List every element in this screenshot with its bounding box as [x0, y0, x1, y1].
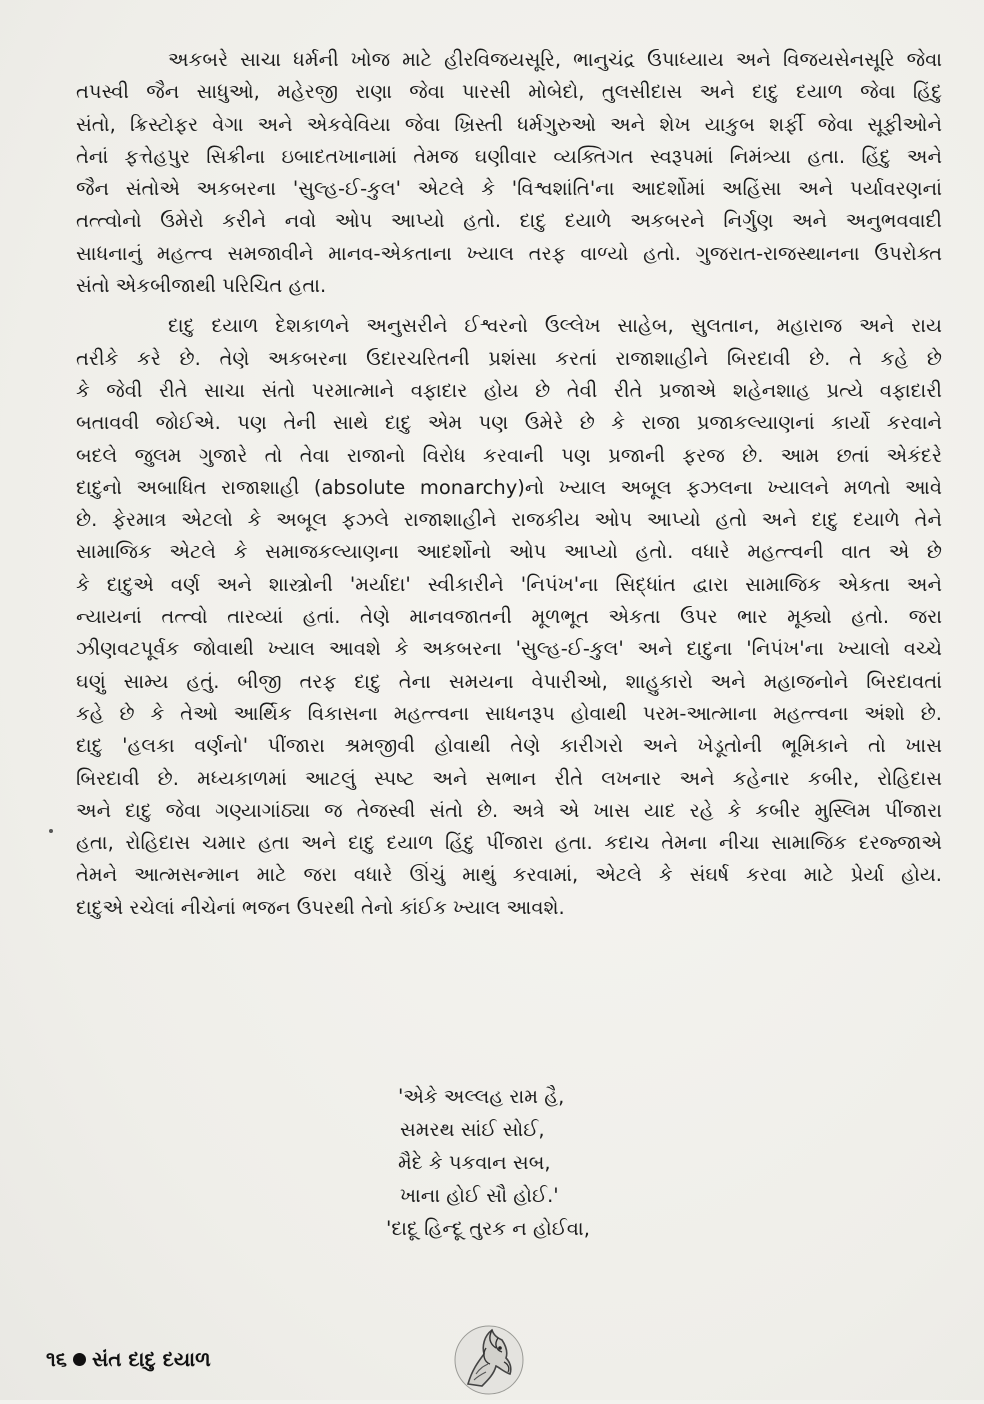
paragraph-line: તેમને આત્મસન્માન માટે જરા વધારે ઊંચું માથું કરવામાં, એટલે કે સંઘર્ષ કરવા માટે પ્રેર્યા હોય. — [76, 863, 942, 887]
verse-line: સમરથ સાંઈ સોઈ, — [400, 1118, 545, 1141]
page-number: ૧૬ — [46, 1347, 67, 1371]
paragraph-line: અને દાદુ જેવા ગણ્યાગાંઠ્યા જ તેજસ્વી સંતો છે. અત્રે એ ખાસ યાદ રહે કે કબીર મુસ્લિમ પીંજારા — [76, 798, 942, 822]
bullet-icon — [73, 1353, 86, 1366]
paragraph-line: સાધનાનું મહત્ત્વ સમજાવીને માનવ-એકતાના ખ્યાલ તરફ વાળ્યો હતો. ગુજરાત-રાજસ્થાનના ઉપરોક્ત — [76, 241, 942, 265]
paragraph-line: કે જેવી રીતે સાચા સંતો પરમાત્માને વફાદાર હોય છે તેવી રીતે પ્રજાએ શહેનશાહ પ્રત્યે વફાદારી — [76, 378, 942, 402]
paragraph-line: દાદુનો અબાધિત રાજાશાહી (absolute monarchy)નો ખ્યાલ અબૂલ ફઝલના ખ્યાલને મળતો આવે — [76, 475, 942, 499]
paragraph-line: સંતો, ક્રિસ્ટોફર વેગા અને એકવેવિયા જેવા ખ્રિસ્તી ધર્મગુરુઓ અને શેખ યાકુબ શર્ફી જેવા સૂફીઓને — [76, 112, 942, 136]
book-title: સંત દાદુ દયાળ — [92, 1347, 211, 1371]
paragraph-line: તપસ્વી જૈન સાધુઓ, મહેરજી રાણા જેવા પારસી મોબેદો, તુલસીદાસ અને દાદુ દયાળ જેવા હિંદુ — [76, 80, 942, 104]
paragraph-line: તત્ત્વોનો ઉમેરો કરીને નવો ઓપ આપ્યો હતો. દાદુ દયાળે અકબરને નિર્ગુણ અને અનુભવવાદી — [76, 209, 942, 233]
paragraph-line: અકબરે સાચા ધર્મની ખોજ માટે હીરવિજયસૂરિ, ભાનુચંદ્ર ઉપાધ્યાય અને વિજયસેનસૂરિ જેવા — [168, 48, 942, 71]
verse-line: ખાના હોઈ સૌ હોઈ.' — [400, 1184, 559, 1207]
paragraph-line: હતા, રોહિદાસ ચમાર હતા અને દાદુ દયાળ હિંદુ પીંજારા હતા. કદાચ તેમના નીચા સામાજિક દરજ્જાએ — [76, 831, 942, 855]
verse-line: મૈદે કે પકવાન સબ, — [398, 1151, 551, 1174]
decorative-horse-emblem-icon — [448, 1318, 530, 1400]
page-footer — [46, 1347, 211, 1371]
paragraph-line: કે દાદુએ વર્ણ અને શાસ્ત્રોની 'મર્યાદા' સ્વીકારીને 'નિપંખ'ના સિદ્ધાંત દ્વારા સામાજિક એકતા અને — [76, 572, 942, 596]
paragraph-2 — [76, 310, 942, 924]
paragraph-line: તરીકે કરે છે. તેણે અકબરના ઉદારચરિતની પ્રશંસા કરતાં રાજાશાહીને બિરદાવી છે. તે કહે છે — [76, 346, 942, 370]
paragraph-line: ઘણું સામ્ય હતું. બીજી તરફ દાદુ તેના સમયના વેપારીઓ, શાહુકારો અને મહાજનોને બિરદાવતાં — [76, 669, 942, 693]
paragraph-1 — [76, 44, 942, 302]
paragraph-line: ઝીણવટપૂર્વક જોવાથી ખ્યાલ આવશે કે અકબરના 'સુલ્હ-ઈ-કુલ' અને દાદુના 'નિપંખ'ના ખ્યાલો વચ્ચે — [76, 637, 942, 661]
paragraph-line: સંતો એકબીજાથી પરિચિત હતા. — [76, 274, 327, 298]
paragraph-line: જૈન સંતોએ અકબરના 'સુલ્હ-ઈ-કુલ' એટલે કે 'વિશ્વશાંતિ'ના આદર્શોમાં અહિંસા અને પર્યાવરણનાં — [76, 177, 942, 201]
paragraph-line: બિરદાવી છે. મધ્યકાળમાં આટલું સ્પષ્ટ અને સભાન રીતે લખનાર અને કહેનાર કબીર, રોહિદાસ — [76, 766, 942, 790]
paragraph-line: દાદુએ રચેલાં નીચેનાં ભજન ઉપરથી તેનો કાંઈક ખ્યાલ આવશે. — [76, 895, 565, 919]
paragraph-line: દાદુ દયાળ દેશકાળને અનુસરીને ઈશ્વરનો ઉલ્લેખ સાહેબ, સુલતાન, મહારાજ અને રાય — [168, 314, 942, 338]
verse-line: 'એકે અલ્લહ રામ હૈ, — [398, 1085, 565, 1108]
bhajan-verse — [382, 1080, 702, 1245]
paragraph-line: સામાજિક એટલે કે સમાજકલ્યાણના આદર્શોનો ઓપ આપ્યો હતો. વધારે મહત્ત્વની વાત એ છે — [76, 540, 942, 564]
verse-line: 'દાદૂ હિન્દૂ તુરક ન હોઈવા, — [386, 1217, 590, 1240]
paragraph-line: કહે છે કે તેઓ આર્થિક વિકાસના મહત્ત્વના સાધનરૂપ હોવાથી પરમ-આત્માના મહત્ત્વના અંશો છે. — [76, 701, 942, 725]
paragraph-line: છે. ફેરમાત્ર એટલો કે અબૂલ ફઝલે રાજાશાહીને રાજકીય ઓપ આપ્યો હતો અને દાદુ દયાળે તેને — [76, 508, 942, 532]
paragraph-line: તેનાં ફત્તેહપુર સિક્રીના ઇબાદતખાનામાં તેમજ ઘણીવાર વ્યક્તિગત સ્વરૂપમાં નિમંત્ર્યા હતા. હિંદુ અને — [76, 144, 942, 168]
paragraph-gap — [76, 302, 942, 310]
paragraph-line: દાદુ 'હલકા વર્ણનો' પીંજારા શ્રમજીવી હોવાથી તેણે કારીગરો અને ખેડૂતોની ભૂમિકાને તો ખાસ — [76, 734, 942, 758]
paragraph-line: ન્યાયનાં તત્ત્વો તારવ્યાં હતાં. તેણે માનવજાતની મૂળભૂત એકતા ઉપર ભાર મૂક્યો હતો. જરા — [76, 605, 942, 629]
scan-speck — [49, 829, 53, 833]
paragraph-line: બદલે જુલમ ગુજારે તો તેવા રાજાનો વિરોધ કરવાની પણ પ્રજાની ફરજ છે. આમ છતાં એકંદરે — [76, 443, 942, 467]
body-text — [76, 44, 942, 924]
paragraph-line: બતાવવી જોઈએ. પણ તેની સાથે દાદુ એમ પણ ઉમેરે છે કે રાજા પ્રજાકલ્યાણનાં કાર્યો કરવાને — [76, 411, 942, 435]
